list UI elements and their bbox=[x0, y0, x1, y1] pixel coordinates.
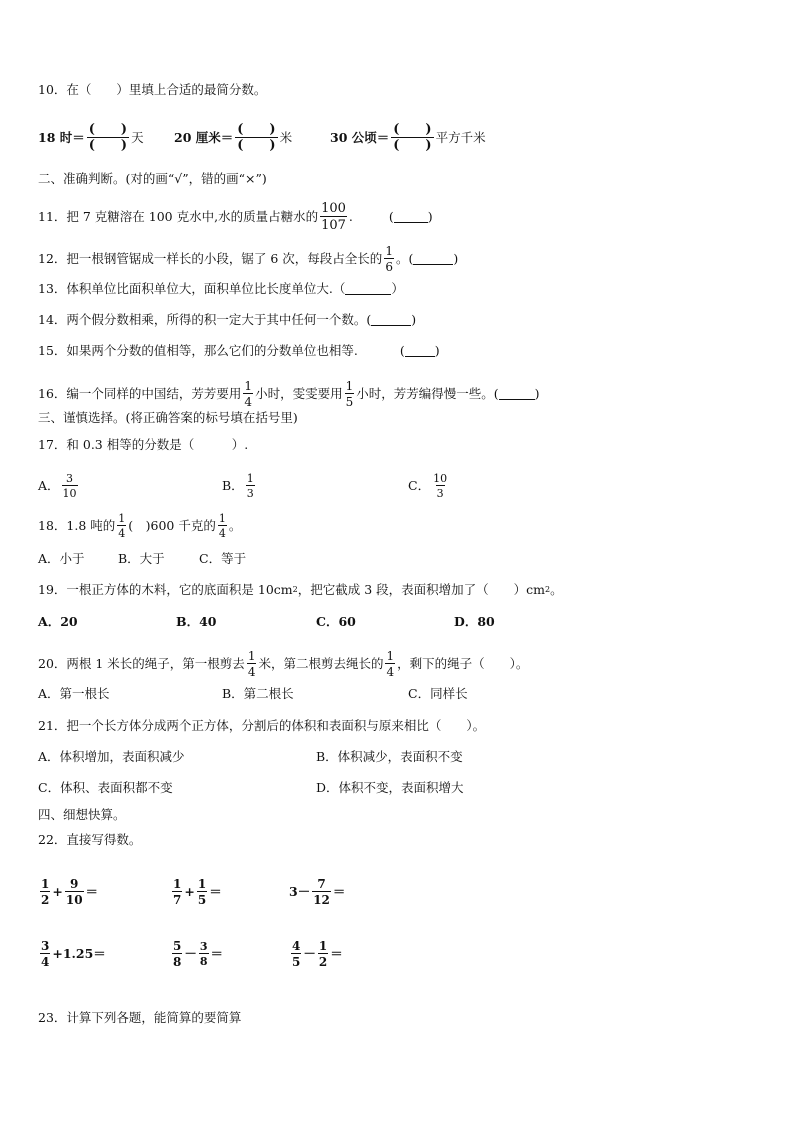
q13-paren-right: ） bbox=[391, 281, 404, 296]
q22-expr-2 bbox=[170, 878, 222, 906]
q20-fraction-1 bbox=[247, 650, 257, 678]
q16 bbox=[38, 380, 540, 408]
q18-text-b: ( )600 千克的 bbox=[128, 518, 216, 533]
q22-expr-2-n1: 1 bbox=[173, 877, 182, 891]
q22-stem-text: 22．直接写得数。 bbox=[38, 832, 142, 847]
q11-paren-right: ) bbox=[427, 209, 433, 224]
q22-expr-1-d2: 10 bbox=[65, 893, 83, 907]
q17-option-a-num: 3 bbox=[66, 472, 74, 485]
q20-stem bbox=[38, 650, 528, 678]
q11-paren-left: ( bbox=[388, 209, 394, 224]
q21-option-b[interactable] bbox=[316, 749, 463, 765]
q22-expr-2-d2: 5 bbox=[197, 893, 207, 907]
q20-text-a: 20．两根 1 米长的绳子，第一根剪去 bbox=[38, 656, 245, 671]
q23-stem bbox=[38, 1010, 241, 1026]
q22-expr-5-d2: 8 bbox=[199, 955, 208, 968]
q21-option-d[interactable] bbox=[316, 780, 464, 796]
q18-option-c[interactable] bbox=[199, 551, 246, 567]
q18-text-c: 。 bbox=[228, 518, 242, 533]
q12 bbox=[38, 245, 458, 273]
q17-option-b-label: B． bbox=[222, 478, 244, 493]
q22-expr-3-lead: 3－ bbox=[289, 884, 311, 899]
q10-item-1-num[interactable]: ( ) bbox=[88, 122, 128, 137]
q19-option-b[interactable] bbox=[176, 614, 216, 630]
q16-text-b: 小时，雯雯要用 bbox=[255, 386, 343, 401]
q22-expr-4-tail: +1.25＝ bbox=[52, 946, 106, 961]
q19-text-a: 19．一根正方体的木料，它的底面积是 10cm bbox=[38, 582, 293, 597]
section-4-heading-text: 四、细想快算。 bbox=[38, 807, 126, 822]
q10-item-3-num[interactable]: ( ) bbox=[393, 122, 432, 137]
q20-option-c[interactable] bbox=[408, 686, 468, 702]
q15-paren-right: ) bbox=[434, 343, 440, 358]
q11-tail: . bbox=[348, 209, 353, 224]
q22-expr-6-frac-1 bbox=[291, 940, 301, 968]
q22-expr-1-eq: ＝ bbox=[85, 884, 99, 899]
q14 bbox=[38, 312, 416, 328]
q22-expr-3 bbox=[289, 878, 345, 906]
q17-option-a-fraction bbox=[62, 473, 78, 499]
q10-stem bbox=[38, 82, 266, 98]
q20-option-a[interactable] bbox=[38, 686, 110, 702]
q19-text-b: ，把它截成 3 段，表面积增加了（ ）cm bbox=[297, 582, 545, 597]
q22-expr-2-frac-2 bbox=[197, 878, 207, 906]
q11-answer-blank[interactable] bbox=[394, 212, 428, 223]
q17-option-b-den: 3 bbox=[246, 487, 254, 500]
q10-item-1-blank-fraction[interactable] bbox=[87, 122, 129, 153]
q22-expr-3-n: 7 bbox=[317, 877, 326, 891]
q22-expr-4-d: 4 bbox=[41, 955, 50, 969]
q21-option-a[interactable] bbox=[38, 749, 185, 765]
q13-answer-blank[interactable] bbox=[345, 284, 391, 295]
q12-text: 12．把一根钢管锯成一样长的小段，锯了 6 次，每段占全长的 bbox=[38, 251, 383, 266]
section-2-heading-text: 二、准确判断。(对的画“√”，错的画“×”) bbox=[38, 171, 267, 186]
q15-text: 15．如果两个分数的值相等，那么它们的分数单位也相等. bbox=[38, 343, 358, 358]
q22-expr-1-frac-2 bbox=[65, 878, 84, 906]
q10-item-3-lead: 30 公顷＝ bbox=[330, 129, 390, 145]
q17-option-c-label: C． bbox=[408, 478, 431, 493]
q16-text-a: 16．编一个同样的中国结，芳芳要用 bbox=[38, 386, 242, 401]
q17-option-b-fraction bbox=[246, 473, 255, 499]
q18-num-1: 1 bbox=[118, 512, 126, 525]
q10-stem-text: 10．在（ ）里填上合适的最简分数。 bbox=[38, 82, 267, 97]
q18-den-2: 4 bbox=[218, 527, 226, 540]
q15 bbox=[38, 343, 440, 359]
q19-option-c[interactable] bbox=[316, 614, 356, 630]
q22-stem bbox=[38, 832, 141, 848]
q10-item-2-blank-fraction[interactable] bbox=[235, 122, 277, 153]
q22-expr-6-d2: 2 bbox=[318, 955, 328, 969]
q17-stem-text: 17．和 0.3 相等的分数是（ ）. bbox=[38, 437, 249, 452]
q12-num: 1 bbox=[385, 244, 393, 258]
q11 bbox=[38, 202, 433, 232]
q22-expr-1-d1: 2 bbox=[41, 893, 50, 907]
q10-item-3-unit: 平方千米 bbox=[435, 129, 486, 145]
q22-expr-6-n1: 4 bbox=[292, 939, 301, 953]
q23-stem-text: 23．计算下列各题，能简算的要简算 bbox=[38, 1010, 242, 1025]
q18-den-1: 4 bbox=[118, 527, 126, 540]
q17-option-c[interactable] bbox=[408, 473, 450, 499]
q16-text-c: 小时，芳芳编得慢一些。( bbox=[356, 386, 499, 401]
q17-option-a[interactable] bbox=[38, 473, 80, 499]
q11-fraction bbox=[320, 202, 347, 232]
q10-item-1-den[interactable]: ( ) bbox=[88, 138, 128, 153]
q14-answer-blank[interactable] bbox=[371, 315, 411, 326]
q12-den: 6 bbox=[385, 260, 393, 274]
q21-stem bbox=[38, 718, 485, 734]
q16-den-1: 4 bbox=[244, 395, 253, 409]
q17-stem bbox=[38, 437, 248, 453]
q19-option-d[interactable] bbox=[454, 614, 495, 630]
q14-paren-right: ) bbox=[411, 312, 417, 327]
q22-expr-6-d1: 5 bbox=[292, 955, 301, 969]
q16-num-2: 1 bbox=[345, 379, 354, 393]
q14-text: 14．两个假分数相乘，所得的积一定大于其中任何一个数。( bbox=[38, 312, 372, 327]
q10-item-3-blank-fraction[interactable] bbox=[391, 122, 433, 153]
section-3-heading-text: 三、谨慎选择。(将正确答案的标号填在括号里) bbox=[38, 410, 298, 425]
q22-expr-3-eq: ＝ bbox=[332, 884, 346, 899]
q20-text-b: 米，第二根剪去绳长的 bbox=[258, 656, 384, 671]
q22-expr-1-n2: 9 bbox=[70, 877, 79, 891]
q19-option-a-text[interactable]: A．20 bbox=[38, 614, 78, 629]
q22-expr-5 bbox=[170, 940, 223, 968]
q20-num-2: 1 bbox=[386, 649, 395, 663]
section-2-heading bbox=[38, 171, 267, 187]
q22-expr-1 bbox=[38, 878, 98, 906]
q18-option-b[interactable] bbox=[118, 551, 165, 567]
q22-expr-5-op: － bbox=[184, 946, 197, 961]
q16-num-1: 1 bbox=[244, 379, 253, 393]
q16-den-2: 5 bbox=[345, 395, 354, 409]
q18-fraction-1 bbox=[117, 513, 126, 539]
q22-expr-1-frac-1 bbox=[40, 878, 50, 906]
q10-item-2-den[interactable]: ( ) bbox=[237, 138, 276, 153]
q18-option-a[interactable] bbox=[38, 551, 85, 567]
q10-item-2-unit: 米 bbox=[279, 129, 293, 145]
q10-item-2-lead: 20 厘米＝ bbox=[174, 129, 234, 145]
q22-expr-2-n2: 1 bbox=[197, 877, 207, 891]
q13-text: 13．体积单位比面积单位大，面积单位比长度单位大.（ bbox=[38, 281, 346, 296]
q12-tail: 。( bbox=[395, 251, 414, 266]
q21-option-c[interactable] bbox=[38, 780, 173, 796]
q22-expr-4-n: 3 bbox=[41, 939, 50, 953]
q10-item-2-num[interactable]: ( ) bbox=[237, 122, 276, 137]
q10-item-1-lead: 18 时＝ bbox=[38, 129, 85, 145]
q17-option-a-den: 10 bbox=[62, 487, 77, 500]
q22-expr-6-n2: 1 bbox=[318, 939, 328, 953]
q20-den-1: 4 bbox=[247, 665, 256, 679]
q15-paren-left: ( bbox=[399, 343, 405, 358]
q19-stem bbox=[38, 582, 563, 598]
q18-option-b-text[interactable]: B．大于 bbox=[118, 551, 165, 566]
q20-text-c: ，剩下的绳子（ ）。 bbox=[397, 656, 529, 671]
q18-num-2: 1 bbox=[218, 512, 226, 525]
q19-sup-2: 2 bbox=[545, 585, 551, 594]
q17-option-c-num: 10 bbox=[433, 472, 448, 485]
q11-text: 11．把 7 克糖溶在 100 克水中,水的质量占糖水的 bbox=[38, 209, 319, 224]
q22-expr-5-d1: 8 bbox=[173, 955, 182, 969]
q16-answer-blank[interactable] bbox=[499, 389, 535, 400]
q10-item-1-unit: 天 bbox=[131, 129, 144, 145]
q17-option-c-den: 3 bbox=[436, 487, 444, 500]
q12-paren-right: ) bbox=[453, 251, 459, 266]
q22-expr-4 bbox=[38, 940, 106, 968]
q12-answer-blank[interactable] bbox=[413, 254, 453, 265]
q20-option-b-text[interactable]: B．第二根长 bbox=[222, 686, 294, 701]
q11-den: 107 bbox=[321, 218, 346, 233]
q22-expr-5-n1: 5 bbox=[173, 939, 182, 953]
q22-expr-5-eq: ＝ bbox=[210, 946, 224, 961]
q17-option-b[interactable] bbox=[222, 473, 257, 499]
q21-option-a-text[interactable]: A．体积增加，表面积减少 bbox=[38, 749, 185, 764]
q22-expr-6-op: － bbox=[303, 946, 316, 961]
q16-fraction-2 bbox=[345, 380, 355, 408]
q20-num-1: 1 bbox=[247, 649, 256, 663]
q22-expr-2-eq: ＝ bbox=[209, 884, 222, 899]
q19-option-d-text[interactable]: D．80 bbox=[454, 614, 495, 629]
q21-option-c-text[interactable]: C．体积、表面积都不变 bbox=[38, 780, 173, 795]
q11-num: 100 bbox=[321, 201, 346, 216]
q22-expr-3-frac bbox=[312, 878, 331, 906]
q19-text-c: 。 bbox=[550, 582, 563, 597]
q22-expr-1-n1: 1 bbox=[41, 877, 50, 891]
q22-expr-4-frac bbox=[40, 940, 50, 968]
q10-item-2 bbox=[174, 122, 292, 153]
q22-expr-5-n2: 3 bbox=[199, 940, 208, 953]
q22-expr-5-frac-1 bbox=[172, 940, 182, 968]
q16-paren-right: ) bbox=[534, 386, 540, 401]
q19-option-b-text[interactable]: B．40 bbox=[176, 614, 217, 629]
q18-stem bbox=[38, 513, 241, 539]
section-4-heading bbox=[38, 807, 126, 823]
q22-expr-2-d1: 7 bbox=[173, 893, 182, 907]
q19-option-a[interactable] bbox=[38, 614, 78, 630]
q16-fraction-1 bbox=[243, 380, 253, 408]
q21-option-d-text[interactable]: D．体积不变，表面积增大 bbox=[316, 780, 464, 795]
q10-item-3-den[interactable]: ( ) bbox=[393, 138, 432, 153]
q17-option-c-fraction bbox=[432, 473, 448, 499]
q22-expr-5-frac-2 bbox=[199, 941, 209, 967]
q22-expr-2-frac-1 bbox=[172, 878, 182, 906]
q15-answer-blank[interactable] bbox=[405, 346, 435, 357]
q10-item-1 bbox=[38, 122, 144, 153]
q13 bbox=[38, 281, 404, 297]
q17-option-b-num: 1 bbox=[246, 472, 254, 485]
q20-option-a-text[interactable]: A．第一根长 bbox=[38, 686, 110, 701]
q19-sup-1: 2 bbox=[292, 585, 298, 594]
q18-text-a: 18．1.8 吨的 bbox=[38, 518, 116, 533]
q20-option-c-text[interactable]: C．同样长 bbox=[408, 686, 468, 701]
q22-expr-2-op: + bbox=[184, 884, 195, 899]
q18-option-a-text[interactable]: A．小于 bbox=[38, 551, 85, 566]
q22-expr-6 bbox=[289, 940, 343, 968]
q12-fraction bbox=[384, 245, 394, 273]
q10-item-3 bbox=[330, 122, 486, 153]
q19-option-c-text[interactable]: C．60 bbox=[316, 614, 356, 629]
q21-stem-text: 21．把一个长方体分成两个正方体，分割后的体积和表面积与原来相比（ ）。 bbox=[38, 718, 486, 733]
q20-den-2: 4 bbox=[386, 665, 395, 679]
q20-option-b[interactable] bbox=[222, 686, 294, 702]
q17-option-a-label: A． bbox=[38, 478, 60, 493]
q21-option-b-text[interactable]: B．体积减少，表面积不变 bbox=[316, 749, 463, 764]
q22-expr-1-op: + bbox=[52, 884, 63, 899]
q22-expr-3-d: 12 bbox=[313, 893, 330, 907]
q18-fraction-2 bbox=[218, 513, 227, 539]
q22-expr-6-frac-2 bbox=[318, 940, 328, 968]
q22-expr-6-eq: ＝ bbox=[330, 946, 343, 961]
q18-option-c-text[interactable]: C．等于 bbox=[199, 551, 247, 566]
q20-fraction-2 bbox=[385, 650, 395, 678]
section-3-heading bbox=[38, 410, 298, 426]
